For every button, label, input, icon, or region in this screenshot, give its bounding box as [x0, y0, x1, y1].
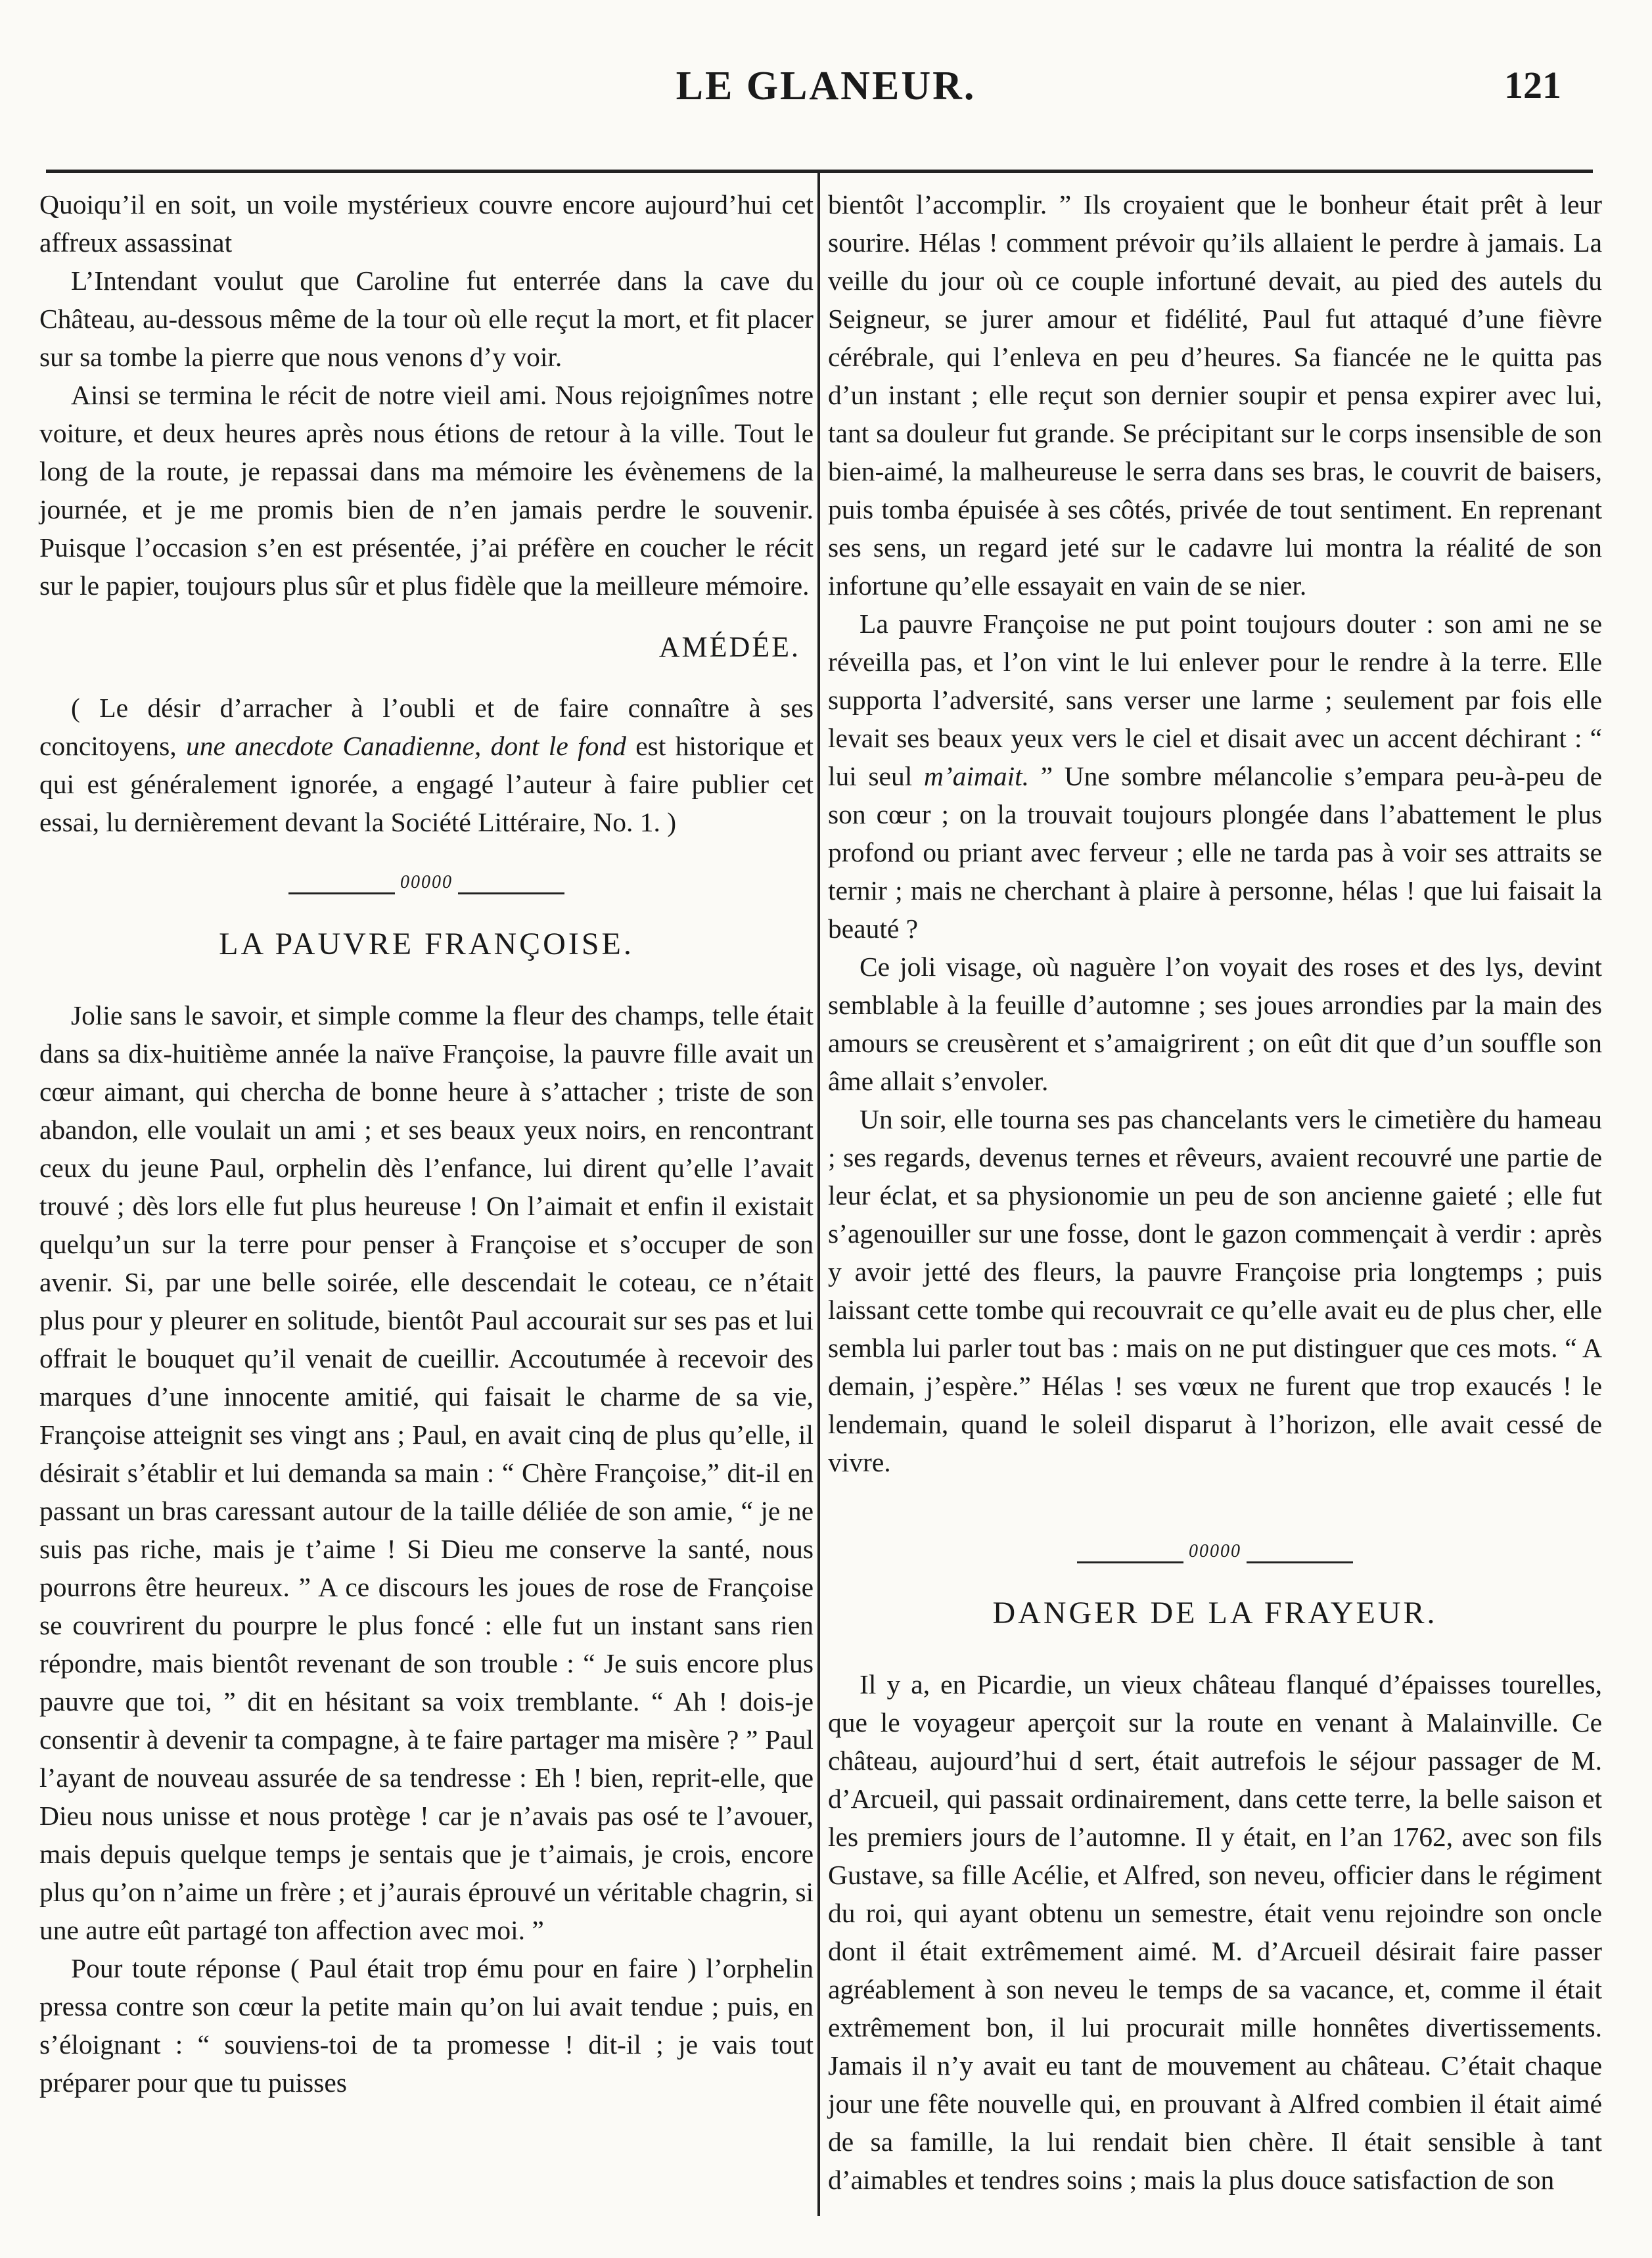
section-separator — [39, 871, 814, 898]
separator-ornament: 00000 — [395, 864, 458, 902]
page-header — [39, 58, 1613, 124]
left-column — [39, 185, 814, 2102]
story-paragraph: Ce joli visage, où naguère l’on voyait des roses et des lys, devint semblable à la feuille d’automne ; ses joues arrondies par la main des amours se creusèrent et s’amaigrirent ; on eût dit que d’un souffle son âme allait s’envoler. — [828, 952, 1602, 1096]
story-paragraph: bientôt l’accomplir. ” Ils croyaient que le bonheur était prêt à leur sourire. Hélas ! comment prévoir qu’ils allaient le perdre à jamais. La veille du jour où ce couple infortuné devait, au pied des autels du Seigneur, se jurer amour et fidélité, Paul fut attaqué d’une fièvre cérébrale, qui l’enleva en peu d’heures. Sa fiancée ne le quitta pas d’un instant ; elle reçut son dernier soupir et pensa expirer avec lui, tant sa douleur fut grande. Se précipitant sur le corps insensible de son bien-aimé, la malheureuse le serra dans ses bras, le couvrit de baisers, puis tomba épuisée à ses côtés, privée de tout sentiment. En reprenant ses sens, un regard jeté sur le cadavre lui montra la réalité de son infortune qu’elle essayait en vain de se nier. — [828, 189, 1602, 601]
author-signature: AMÉDÉE. — [658, 631, 800, 663]
note-text: ( Le désir d’arracher à l’oubli et de faire connaître à ses concitoyens, — [39, 693, 814, 761]
story-title: DANGER DE LA FRAYEUR. — [992, 1596, 1438, 1630]
section-separator — [828, 1540, 1602, 1567]
story-paragraph: Il y a, en Picardie, un vieux château flanqué d’épaisses tourelles, que le voyageur aperçoit sur la route en venant à Malainville. Ce château, aujourd’hui d sert, était autrefois le séjour passager de M. d’Arcueil, qui passait ordinairement, dans cette terre, la belle saison et les premiers jours de l’automne. Il y était, en l’an 1762, avec son fils Gustave, sa fille Acélie, et Alfred, son neveu, officier dans le régiment du roi, qui ayant obtenu un semestre, était venu rejoindre son oncle dont il était extrêmement aimé. M. d’Arcueil désirait faire passer agréablement à son neveu le temps de sa vacance, et, comme il était extrêmement bon, il lui procurait mille honnêtes divertissements. Jamais il n’y avait eu tant de mouvement au château. C’était chaque jour une fête nouvelle qui, en prouvant à Alfred combien il était aimé de sa famille, la lui rendait bien chère. Il était sensible à tant d’aimables et tendres soins ; mais la plus douce satisfaction de son — [828, 1669, 1602, 2195]
paragraph-text: ” Une sombre mélancolie s’empara peu-à-peu de son cœur ; on la trouvait toujours plongée dans l’abattement le plus profond ou priant avec ferveur ; elle ne tarda pas à voir ses attraits se ternir ; mais ne cherchant à plaire à personne, hélas ! que lui faisait la beauté ? — [828, 761, 1602, 944]
quote-italic-text: m’aimait. — [923, 761, 1030, 791]
continuation-paragraph: Quoiqu’il en soit, un voile mystérieux couvre encore aujourd’hui cet affreux assassinat — [39, 189, 814, 258]
editorial-note — [39, 689, 814, 841]
story-paragraph: Pour toute réponse ( Paul était trop ému pour en faire ) l’orphelin pressa contre son cœur la petite main qu’on lui avait tendue ; puis, en s’éloignant : “ souviens-toi de ta promesse ! dit-il ; je vais tout préparer pour que tu puisses — [39, 1953, 814, 2098]
continuation-paragraph: L’Intendant voulut que Caroline fut enterrée dans la cave du Château, au-dessous même de la tour où elle reçut la mort, et fit placer sur sa tombe la pierre que nous venons d’y voir. — [39, 265, 814, 372]
journal-title: LE GLANEUR. — [676, 64, 976, 108]
page-number: 121 — [1504, 64, 1561, 106]
continuation-paragraph: Ainsi se termina le récit de notre vieil ami. Nous rejoignîmes notre voiture, et deux heures après nous étions de retour à la ville. Tout le long de la route, je repassai dans ma mémoire les évènemens de la journée, et je me promis bien de n’en jamais perdre le souvenir. Puisque l’occasion s’en est présentée, j’ai préfère en coucher le récit sur le papier, toujours plus sûr et plus fidèle que la meilleure mémoire. — [39, 380, 814, 601]
note-italic-text: une anecdote Canadienne, dont le fond — [185, 731, 626, 761]
separator-ornament: 00000 — [1183, 1532, 1247, 1571]
paragraph-text: La pauvre Françoise ne put point toujours douter : son ami ne se réveilla pas, et l’on vint le lui enlever pour le rendre à la terre. Elle supporta l’adversité, sans verser une larme ; seulement par fois elle levait ses beaux yeux vers le ciel et disait avec un accent déchirant : “ lui seul — [828, 609, 1602, 791]
story-paragraph: Jolie sans le savoir, et simple comme la fleur des champs, telle était dans sa dix-huitième année la naïve Françoise, la pauvre fille avait un cœur aimant, qui chercha de bonne heure à s’attacher ; triste de son abandon, elle voulait un ami ; et ses beaux yeux noirs, en rencontrant ceux du jeune Paul, orphelin dès l’enfance, lui dirent qu’elle l’avait trouvé ; dès lors elle fut plus heureuse ! On l’aimait et enfin il existait quelqu’un sur la terre pour penser à Françoise et s’occuper de son avenir. Si, par une belle soirée, elle descendait le coteau, ce n’était plus pour y pleurer en solitude, bientôt Paul accourait sur ses pas et lui offrait le bouquet qu’il venait de cueillir. Accoutumée à recevoir des marques d’une innocente amitié, qui faisait le charme de sa vie, Françoise atteignit ses vingt ans ; Paul, en avait cinq de plus qu’elle, il désirait s’établir et lui demanda sa main : “ Chère Françoise,” dit-il en passant un bras caressant autour de la taille déliée de son amie, “ je ne suis pas riche, mais je t’aime ! Si Dieu me conserve la santé, nous pourrons être heureux. ” A ce discours les joues de rose de Françoise se couvrirent du pourpre le plus foncé : elle fut un instant sans rien répondre, mais bientôt revenant de son trouble : “ Je suis encore plus pauvre que toi, ” dit en hésitant sa voix tremblante. “ Ah ! dois-je consentir à devenir ta compagne, à te faire partager ma misère ? ” Paul l’ayant de nouveau assurée de sa tendresse : Eh ! bien, reprit-elle, que Dieu nous unisse et nous protège ! car je n’avais pas osé te l’avouer, mais depuis quelque temps je sentais que je t’aimais, je crois, encore plus qu’on n’aime un frère ; et j’aurais éprouvé un véritable chagrin, si une autre eût partagé ton affection avec moi. ” — [39, 1000, 814, 1945]
story-paragraph: Un soir, elle tourna ses pas chancelants vers le cimetière du hameau ; ses regards, devenus ternes et rêveurs, avaient recouvré une partie de leur éclat, et sa physionomie un peu de son ancienne gaieté ; elle fut s’agenouiller sur une fosse, dont le gazon commençait à verdir : après y avoir jetté des fleurs, la pauvre Françoise pria longtemps ; puis laissant cette tombe qui recouvrait ce qu’elle avait eu de plus cher, elle sembla lui parler tout bas : mais on ne put distinguer que ces mots. “ A demain, j’espère.” Hélas ! ses vœux ne furent que trop exaucés ! le lendemain, quand le soleil disparut à l’horizon, elle avait cessé de vivre. — [828, 1104, 1602, 1477]
right-column — [828, 185, 1602, 2199]
story-paragraph — [828, 605, 1602, 948]
note-text: est historique et qui est généralement ignorée, a engagé l’auteur à faire publier cet essai, lu dernièrement devant la Société Littéraire, No. 1. ) — [39, 731, 814, 837]
column-divider — [817, 172, 820, 2216]
story-title: LA PAUVRE FRANÇOISE. — [219, 927, 634, 961]
